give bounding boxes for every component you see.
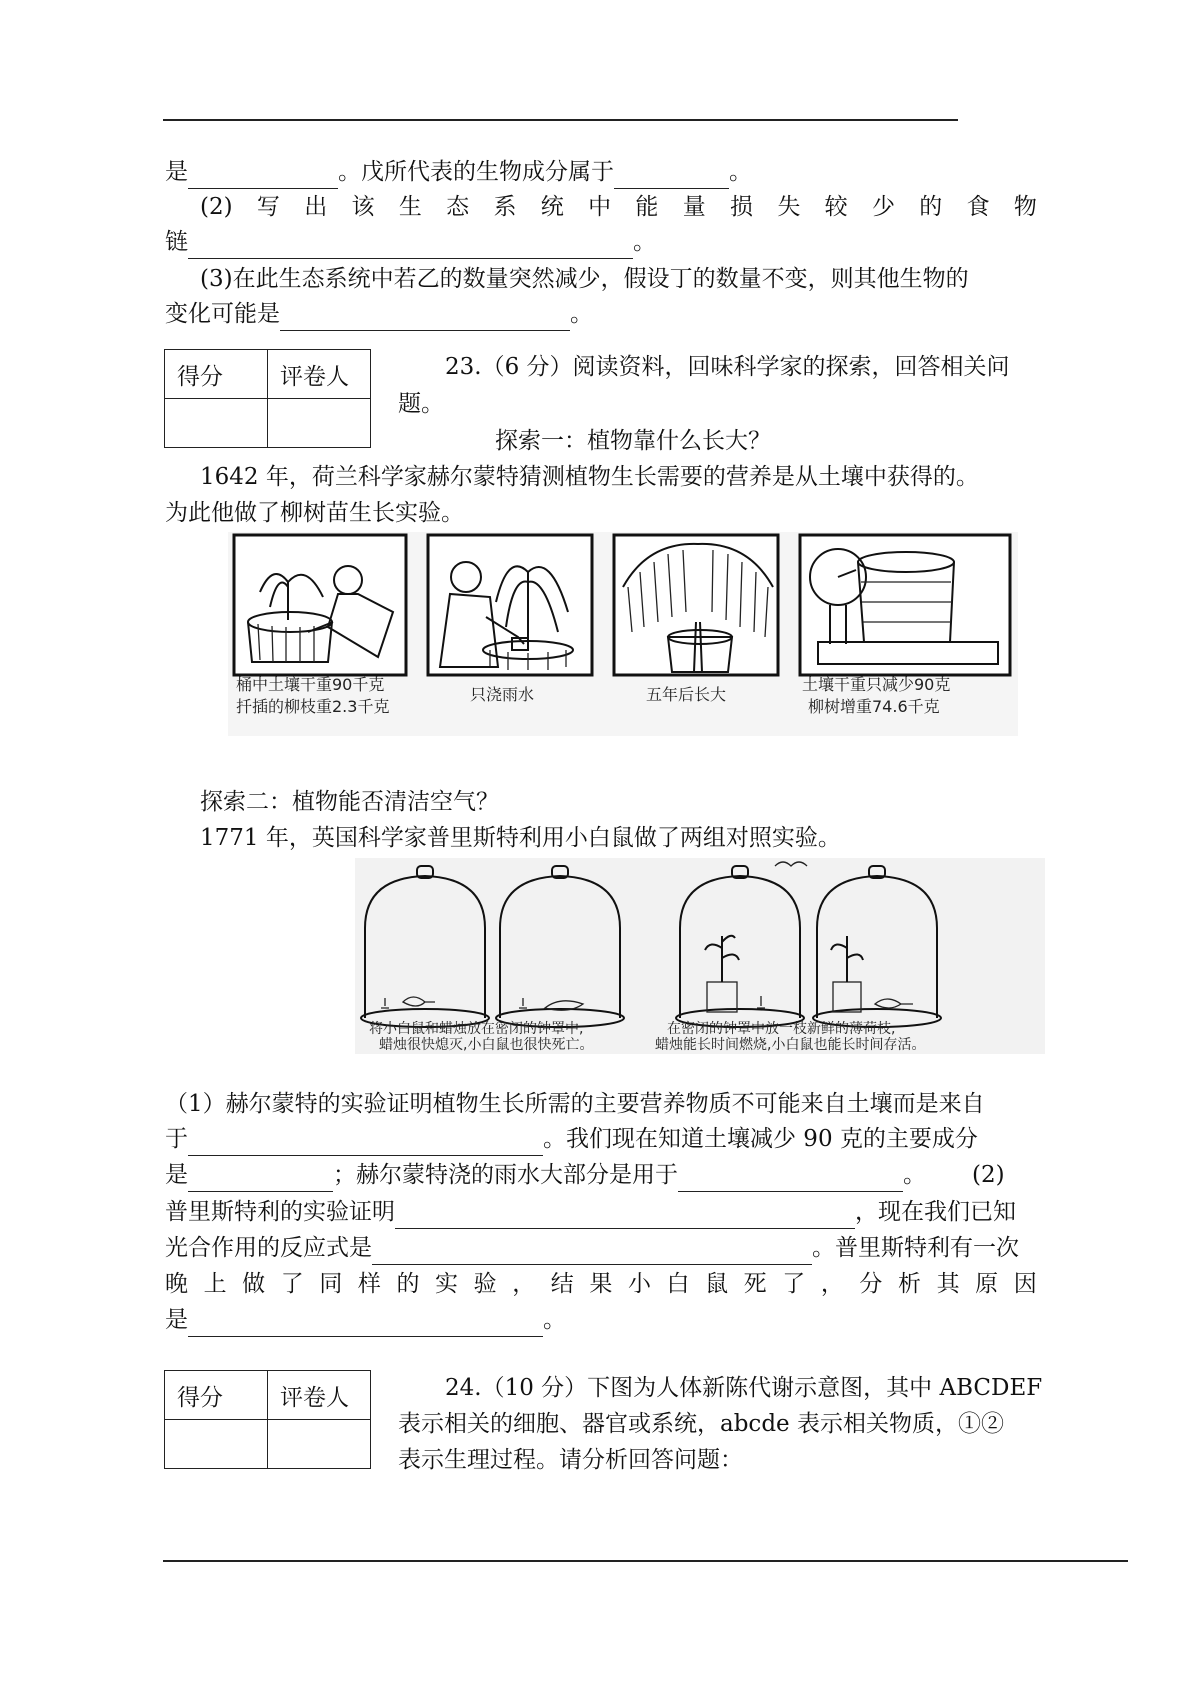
willow-panel-planting <box>234 535 406 675</box>
answer-blank[interactable] <box>395 1202 855 1229</box>
grader-header: 评卷人 <box>268 350 371 399</box>
q23-answer-3: 是 ；赫尔蒙特浇的雨水大部分是用于 。 (2) <box>165 1158 1037 1192</box>
bell-caption-left-2: 蜡烛很快熄灭,小白鼠也很快死亡。 <box>379 1037 594 1053</box>
grader-header: 评卷人 <box>268 1371 371 1420</box>
grader-cell[interactable] <box>268 1420 371 1469</box>
willow-experiment-figure <box>228 532 1018 736</box>
q23-intro-1: 23.（6 分）阅读资料，回味科学家的探索，回答相关问 <box>445 354 1010 380</box>
answer-blank[interactable] <box>188 232 633 259</box>
explore2-paragraph-1: 1771 年，英国科学家普里斯特利用小白鼠做了两组对照实验。 <box>200 825 841 851</box>
q22-line-4: (3)在此生态系统中若乙的数量突然减少，假设丁的数量不变，则其他生物的 <box>200 266 969 292</box>
willow-caption-2: 只浇雨水 <box>470 685 535 704</box>
score-cell[interactable] <box>165 1420 268 1469</box>
score-header: 得分 <box>165 1371 268 1420</box>
bottom-rule <box>163 1560 1128 1562</box>
explore1-paragraph-2: 为此他做了柳树苗生长实验。 <box>165 500 464 526</box>
answer-blank[interactable] <box>188 162 338 189</box>
top-rule <box>163 119 958 121</box>
q22-line-3: 链 。 <box>165 225 1037 259</box>
q22-line-5: 变化可能是 。 <box>165 297 1037 331</box>
q23-answer-2: 于 。我们现在知道土壤减少 90 克的主要成分 <box>165 1122 1037 1156</box>
q24-paragraph-1: 24.（10 分）下图为人体新陈代谢示意图，其中 ABCDEF <box>445 1375 1043 1401</box>
willow-caption-1b: 扦插的柳枝重2.3千克 <box>236 697 390 716</box>
score-header: 得分 <box>165 350 268 399</box>
grade-table <box>164 349 371 448</box>
willow-caption-4a: 土壤干重只减少90克 <box>802 675 951 694</box>
answer-blank[interactable] <box>678 1165 903 1192</box>
q23-answer-5: 光合作用的反应式是 。普里斯特利有一次 <box>165 1231 1037 1265</box>
explore2-title: 探索二：植物能否清洁空气？ <box>200 789 499 815</box>
willow-caption-4b: 柳树增重74.6千克 <box>808 697 940 716</box>
bell-caption-right-2: 蜡烛能长时间燃烧,小白鼠也能长时间存活。 <box>655 1037 926 1053</box>
willow-panel-watering <box>428 535 592 675</box>
q23-answer-1: （1）赫尔蒙特的实验证明植物生长所需的主要营养物质不可能来自土壤而是来自 <box>165 1091 985 1117</box>
grader-cell[interactable] <box>268 399 371 448</box>
answer-blank[interactable] <box>188 1129 543 1156</box>
explore1-paragraph-1: 1642 年，荷兰科学家赫尔蒙特猜测植物生长需要的营养是从土壤中获得的。 <box>200 464 979 490</box>
bell-caption-right-1: 在密闭的钟罩中放一枝新鲜的薄荷枝, <box>667 1021 896 1037</box>
answer-blank[interactable] <box>188 1310 543 1337</box>
q24-paragraph-2: 表示相关的细胞、器官或系统，abcde 表示相关物质，①② <box>398 1411 1004 1437</box>
bell-jar-experiment-figure <box>355 858 1045 1054</box>
answer-blank[interactable] <box>614 162 729 189</box>
q23-intro-2: 题。 <box>398 391 444 417</box>
q22-line-2: (2) 写 出 该 生 态 系 统 中 能 量 损 失 较 少 的 食 物 <box>200 194 1037 220</box>
q23-answer-4: 普里斯特利的实验证明 ，现在我们已知 <box>165 1195 1037 1229</box>
willow-caption-3: 五年后长大 <box>646 685 727 704</box>
bell-caption-left-1: 将小白鼠和蜡烛放在密闭的钟罩中, <box>369 1021 584 1037</box>
q23-answer-6: 晚 上 做 了 同 样 的 实 验 ， 结 果 小 白 鼠 死 了 ， 分 析 其 原 因 <box>165 1271 1037 1297</box>
score-cell[interactable] <box>165 399 268 448</box>
willow-panel-weighing <box>800 535 1010 675</box>
grade-table <box>164 1370 371 1469</box>
answer-blank[interactable] <box>188 1165 333 1192</box>
willow-caption-1a: 桶中土壤干重90千克 <box>236 675 385 694</box>
answer-blank[interactable] <box>280 304 570 331</box>
q23-answer-7: 是 。 <box>165 1303 1037 1337</box>
willow-panel-grown <box>614 535 778 675</box>
answer-blank[interactable] <box>372 1238 812 1265</box>
q24-paragraph-3: 表示生理过程。请分析回答问题： <box>398 1447 743 1473</box>
q22-line-1: 是 。戊所代表的生物成分属于 。 <box>165 155 1037 189</box>
explore1-title: 探索一：植物靠什么长大？ <box>495 428 771 454</box>
